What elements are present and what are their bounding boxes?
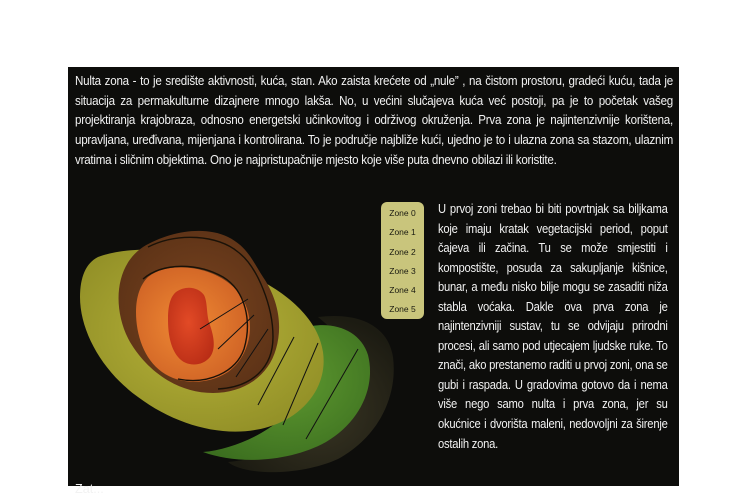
legend-item-zone-4: Zone 4 bbox=[389, 285, 416, 296]
legend-item-zone-5: Zone 5 bbox=[389, 304, 416, 315]
zone-legend bbox=[381, 202, 424, 319]
footer-partial-line: Zat... bbox=[75, 482, 104, 496]
legend-item-zone-2: Zone 2 bbox=[389, 246, 416, 257]
side-paragraph: U prvoj zoni trebao bi biti povrtnjak sa biljkama koje imaju kratak vegetacijski period, poput čajeva ili začina. Tu se može smjestiti i kompostište, posuda za sakupljanje kišnice, bunar, a među nisko bilje mogu se zasaditi niža stabla voćaka. Dakle ova prva zona je najintenzivniji sustav, tu se odvijaju prirodni procesi, ali samo pod utjecajem ljudske ruke. To znači, ako prestanemo raditi u prvoj zoni, ona se gubi i raspada. U gradovima gotovo da i nema više nego samo nulta i prva zona, jer su okućnice i dvorišta maleni, nedovoljni za širenje ostalih zona. bbox=[438, 202, 668, 451]
legend-item-zone-3: Zone 3 bbox=[389, 265, 416, 276]
content-panel bbox=[68, 67, 679, 496]
legend-item-zone-0: Zone 0 bbox=[389, 208, 416, 218]
intro-paragraph: Nulta zona - to je središte aktivnosti, kuća, stan. Ako zaista krećete od „nule” , na čistom prostoru, gradeći kuću, tada je situacija za permakulturne dizajnere mnogo lakša. No, u većini slučajeva kuća već postoji, pa je to početak vašeg projektiranja krajobraza, odnosno energetski učinkovitog i održivog okruženja. Prva zona je najintenzivnije korištena, upravljana, uređivana, mijenjana i kontrolirana. To je područje najbliže kući, ujedno je to i ulazna zona sa stazom, ulaznim vratima i sličnim objektima. Ono je najpristupačnije mjesto koje više puta dnevno obilazi ili koristite. bbox=[75, 74, 673, 167]
legend-item-zone-1: Zone 1 bbox=[389, 227, 416, 238]
